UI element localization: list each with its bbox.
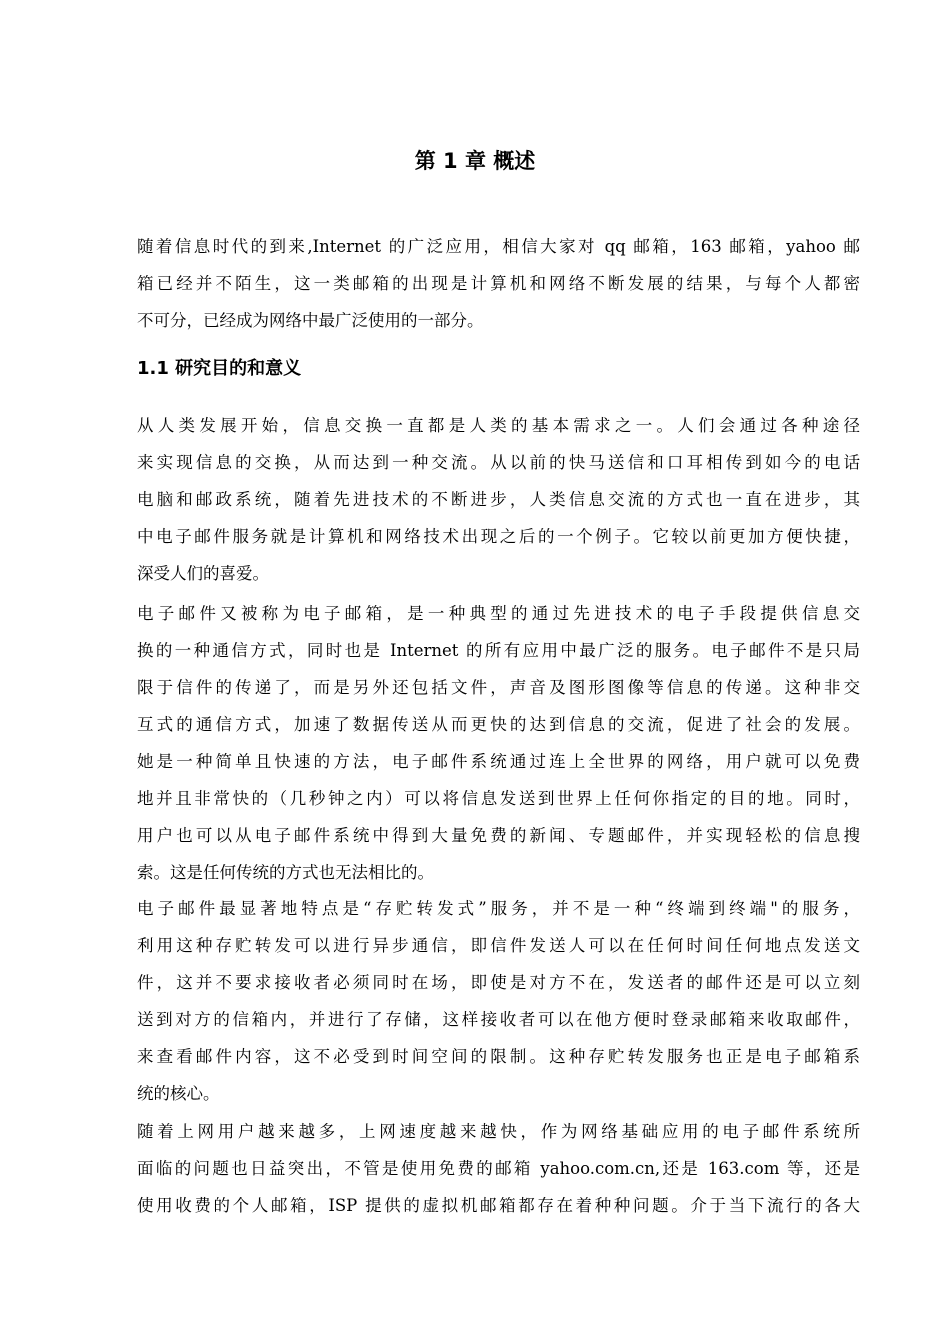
section-title: 1.1 研究目的和意义 [137,358,302,379]
paragraph-line: 互式的通信方式，加速了数据传送从而更快的达到信息的交流，促进了社会的发展。 [137,715,860,734]
paragraph-email-definition [137,595,860,891]
paragraph-line: 面临的问题也日益突出，不管是使用免费的邮箱 yahoo.com.cn,还是 163.com 等，还是 [137,1159,860,1178]
paragraph-line: 件，这并不要求接收者必须同时在场，即使是对方不在，发送者的邮件还是可以立刻 [137,973,860,992]
paragraph-line: 来实现信息的交换，从而达到一种交流。从以前的快马送信和口耳相传到如今的电话 [137,453,860,472]
paragraph-line: 随着信息时代的到来,Internet 的广泛应用，相信大家对 qq 邮箱，163 邮箱，yahoo 邮 [137,237,860,256]
paragraph-line: 统的核心。 [137,1084,220,1103]
paragraph-line: 电子邮件最显著地特点是“存贮转发式”服务，并不是一种“终端到终端"的服务， [137,899,860,918]
paragraph-line: 利用这种存贮转发可以进行异步通信，即信件发送人可以在任何时间任何地点发送文 [137,936,860,955]
paragraph-line: 不可分，已经成为网络中最广泛使用的一部分。 [137,311,484,330]
paragraph-line: 限于信件的传递了，而是另外还包括文件，声音及图形图像等信息的传递。这种非交 [137,678,860,697]
paragraph-line: 地并且非常快的（几秒钟之内）可以将信息发送到世界上任何你指定的目的地。同时， [137,789,860,808]
paragraph-line: 来查看邮件内容，这不必受到时间空间的限制。这种存贮转发服务也正是电子邮箱系 [137,1047,860,1066]
paragraph-line: 换的一种通信方式，同时也是 Internet 的所有应用中最广泛的服务。电子邮件不是只局 [137,641,860,660]
paragraph-human-communication [137,407,860,592]
paragraph-line: 随着上网用户越来越多，上网速度越来越快，作为网络基础应用的电子邮件系统所 [137,1122,860,1141]
paragraph-line: 她是一种简单且快速的方法，电子邮件系统通过连上全世界的网络，用户就可以免费 [137,752,860,771]
chapter-title: 第 1 章 概述 [414,149,536,173]
paragraph-line: 深受人们的喜爱。 [137,564,269,583]
paragraph-line: 送到对方的信箱内，并进行了存储，这样接收者可以在他方便时登录邮箱来收取邮件， [137,1010,860,1029]
paragraph-line: 索。这是任何传统的方式也无法相比的。 [137,863,434,882]
paragraph-line: 电脑和邮政系统，随着先进技术的不断进步，人类信息交流的方式也一直在进步，其 [137,490,860,509]
paragraph-store-and-forward [137,890,860,1112]
paragraph-line: 电子邮件又被称为电子邮箱，是一种典型的通过先进技术的电子手段提供信息交 [137,604,860,623]
paragraph-line: 用户也可以从电子邮件系统中得到大量免费的新闻、专题邮件，并实现轻松的信息搜 [137,826,860,845]
paragraph-line: 从人类发展开始，信息交换一直都是人类的基本需求之一。人们会通过各种途径 [137,416,860,435]
paragraph-intro [137,228,860,339]
paragraph-line: 使用收费的个人邮箱，ISP 提供的虚拟机邮箱都存在着种种问题。介于当下流行的各大 [137,1196,860,1215]
paragraph-line: 箱已经并不陌生，这一类邮箱的出现是计算机和网络不断发展的结果，与每个人都密 [137,274,860,293]
paragraph-email-problems [137,1113,860,1224]
paragraph-line: 中电子邮件服务就是计算机和网络技术出现之后的一个例子。它较以前更加方便快捷， [137,527,860,546]
